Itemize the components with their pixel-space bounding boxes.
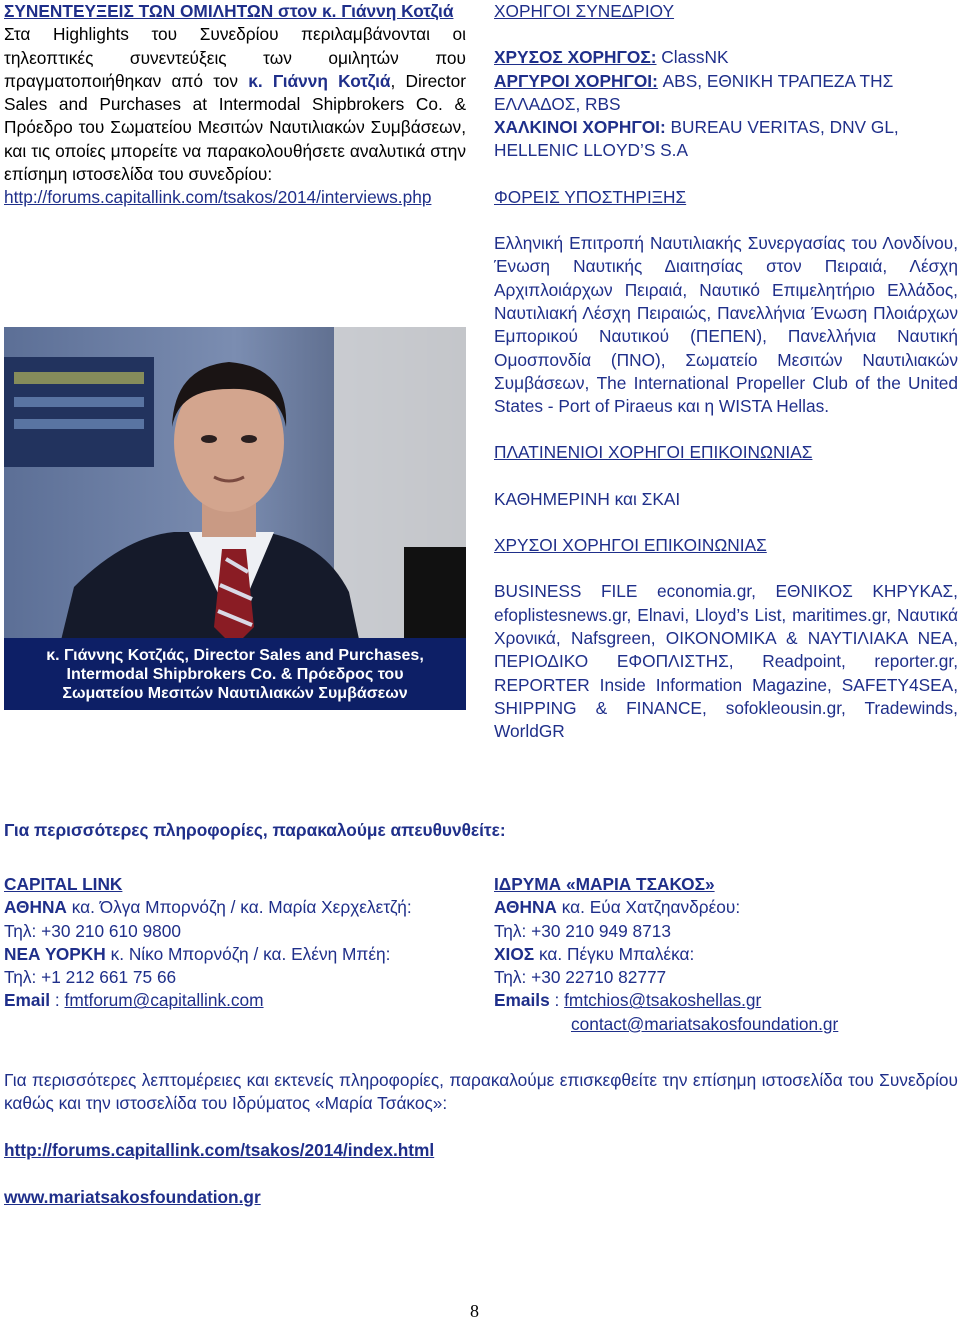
tsakos-athens-label: ΑΘΗΝΑ <box>494 897 557 918</box>
tsakos-email1-link[interactable]: fmtchios@tsakoshellas.gr <box>564 990 762 1011</box>
caption-line1: κ. Γιάννης Κοτζιάς, Director Sales and Purchases, <box>46 646 424 664</box>
capital-title: CAPITAL LINK <box>4 874 123 894</box>
platinum-text: ΚΑΘΗΜΕΡΙΝΗ και ΣΚΑΙ <box>494 488 681 509</box>
capital-athens-phone: Τηλ: +30 210 610 9800 <box>4 920 181 941</box>
interviews-heading: ΣΥΝΕΝΤΕΥΞΕΙΣ ΤΩΝ ΟΜΙΛΗΤΩΝ στον κ. Γιάννη Κοτζιά <box>4 1 454 21</box>
capital-ny-names: κ. Νίκο Μπορνόζη / κα. Ελένη Μπέη: <box>105 943 391 964</box>
caption-line3: Σωματείου Μεσιτών Ναυτιλιακών Συμβάσεων <box>62 684 408 702</box>
foundation-link[interactable]: www.mariatsakosfoundation.gr <box>4 1187 261 1207</box>
tsakos-emails-sep: : <box>549 990 565 1011</box>
gold-media-heading: ΧΡΥΣΟΙ ΧΟΡΗΓΟΙ ΕΠΙΚΟΙΝΩΝΙΑΣ <box>494 535 767 556</box>
capital-athens-names: κα. Όλγα Μπορνόζη / κα. Μαρία Χερχελετζή: <box>66 897 412 918</box>
capital-email-label: Email <box>4 990 51 1011</box>
gold-media-text: BUSINESS FILE economia.gr, ΕΘΝΙΚΟΣ ΚΗΡΥΚΑΣ, efoplistesnews.gr, Elnavi, Lloyd’s List, maritimes.gr, Ναυτικά Χρονικά, Nafsgreen, ΟΙΚΟΝΟΜΙΚΑ & ΝΑΥΤΙΛΙΑΚΑ ΝΕΑ, ΠΕΡΙΟΔΙΚΟ ΕΦΟΠΛΙΣΤΗΣ, Readpoint, reporter.gr, REPORTER Inside Information Magazine, SAFETY4SEA, SHIPPING & FINANCE, sofokleousin.gr, Tradewinds, WorldGR <box>494 581 958 742</box>
gold-sponsor-label: ΧΡΥΣΟΣ ΧΟΡΗΓΟΣ: <box>494 47 657 68</box>
tsakos-title: ΙΔΡΥΜΑ «ΜΑΡΙΑ ΤΣΑΚΟΣ» <box>494 874 715 894</box>
page-number: 8 <box>470 1301 479 1321</box>
gold-sponsor-value: ClassNK <box>656 47 729 68</box>
right-column <box>494 0 958 743</box>
tsakos-emails-label: Emails <box>494 990 550 1011</box>
caption-line2: Intermodal Shipbrokers Co. & Πρόεδρος του <box>66 665 404 683</box>
tsakos-athens-phone: Τηλ: +30 210 949 8713 <box>494 920 671 941</box>
bronze-sponsor-value: BUREAU VERITAS, DNV GL, HELLENIC LLOYD’S S.A <box>494 117 899 161</box>
capital-email-link[interactable]: fmtforum@capitallink.com <box>64 990 264 1011</box>
capital-ny-label: ΝΕΑ ΥΟΡΚΗ <box>4 943 106 964</box>
contact-heading: Για περισσότερες πληροφορίες, παρακαλούμε απευθυνθείτε: <box>4 820 506 840</box>
tsakos-chios-label: ΧΙΟΣ <box>494 943 535 964</box>
tsakos-chios-names: κα. Πέγκυ Μπαλέκα: <box>534 943 695 964</box>
supporters-heading: ΦΟΡΕΙΣ ΥΠΟΣΤΗΡΙΞΗΣ <box>494 186 687 207</box>
para-part2: , Director Sales and Purchases at Intermodal Shipbrokers Co. & Πρόεδρο του Σωματείου Μεσιτών Ναυτιλιακών Συμβάσεων, και τις οποίες μπορείτε να παρακολουθήσετε αναλυτικά στην επίσημη ιστοσελίδα του συνεδρίου: <box>4 70 466 185</box>
capital-block <box>4 873 412 1013</box>
silver-sponsor-label: ΑΡΓΥΡΟΙ ΧΟΡΗΓΟΙ: <box>494 70 658 91</box>
footer-info-text: Για περισσότερες λεπτομέρειες και εκτενείς πληροφορίες, παρακαλούμε επισκεφθείτε την επίσημη ιστοσελίδα του Συνεδρίου καθώς και την ιστοσελίδα του Ιδρύματος «Μαρία Τσάκος»: <box>4 1070 958 1114</box>
bronze-sponsor-label: ΧΑΛΚΙΝΟΙ ΧΟΡΗΓΟΙ: <box>494 117 666 138</box>
tsakos-chios-phone: Τηλ: +30 22710 82777 <box>494 967 667 988</box>
tsakos-block <box>494 873 838 1036</box>
platinum-heading: ΠΛΑΤΙΝΕΝΙΟΙ ΧΟΡΗΓΟΙ ΕΠΙΚΟΙΝΩΝΙΑΣ <box>494 442 813 463</box>
para-name: κ. Γιάννη Κοτζιά <box>248 70 391 91</box>
sponsors-heading: ΧΟΡΗΓΟΙ ΣΥΝΕΔΡΙΟΥ <box>494 1 675 21</box>
interviews-paragraph <box>4 23 466 186</box>
interviews-link[interactable]: http://forums.capitallink.com/tsakos/2014/interviews.php <box>4 187 432 208</box>
capital-email-sep: : <box>50 990 65 1011</box>
capital-ny-phone: Τηλ: +1 212 661 75 66 <box>4 967 177 988</box>
para-part1: Στα Highlights του Συνεδρίου περιλαμβάνονται οι τηλεοπτικές συνεντεύξεις των ομιλητών που πραγματοποιήθηκαν από τον <box>4 24 466 91</box>
tsakos-athens-names: κα. Εύα Χατζηανδρέου: <box>556 897 741 918</box>
supporters-text: Ελληνική Επιτροπή Ναυτιλιακής Συνεργασίας του Λονδίνου, Ένωση Ναυτικής Διαιτησίας στον Πειραιά, Λέσχη Αρχιπλοιάρχων Πειραιά, Ναυτικό Επιμελητήριο Ελλάδος, Ναυτιλιακή Λέσχη Πειραιώς, Πανελλήνια Ένωση Πλοιάρχων Εμπορικού Ναυτικού (ΠΕΠΕΝ), Πανελλήνια Ναυτική Ομοσπονδία (ΠΝΟ), Σωματείο Μεσιτών Ναυτιλιακών Συμβάσεων, The International Propeller Club of the United States - Port of Piraeus και η WISTA Hellas. <box>494 233 958 417</box>
forum-index-link[interactable]: http://forums.capitallink.com/tsakos/2014/index.html <box>4 1140 435 1160</box>
tsakos-email2-link[interactable]: contact@mariatsakosfoundation.gr <box>571 1013 839 1034</box>
photo-caption <box>4 638 466 710</box>
left-column <box>4 0 466 210</box>
silver-sponsor-value: ABS, ΕΘΝΙΚΗ ΤΡΑΠΕΖΑ ΤΗΣ ΕΛΛΑΔΟΣ, RBS <box>494 70 894 114</box>
capital-athens-label: ΑΘΗΝΑ <box>4 897 67 918</box>
